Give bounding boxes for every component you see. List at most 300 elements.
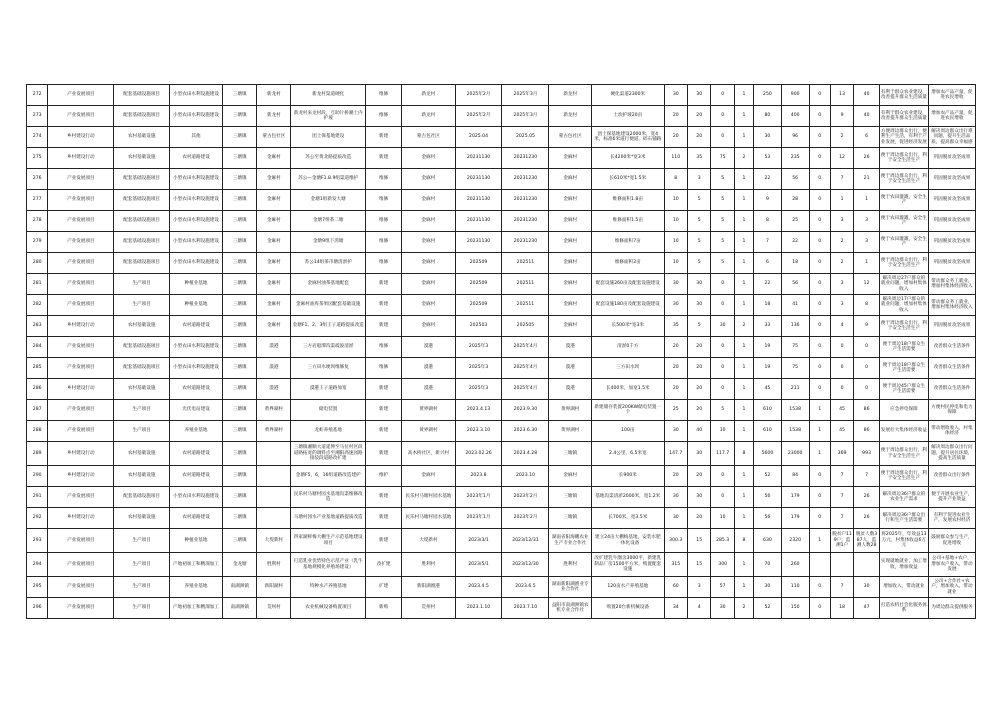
cell-project-category: 产业发展项目 xyxy=(48,106,114,127)
cell-village: 金麻村 xyxy=(257,169,291,190)
table-row xyxy=(27,442,976,466)
cell-serial-number: 294 xyxy=(27,553,48,577)
cell-project-type: 产地初加工和精深加工 xyxy=(169,553,222,577)
cell-end-date: 20231230 xyxy=(502,169,549,190)
cell-poverty-population: 18 xyxy=(830,598,853,619)
cell-serial-number: 279 xyxy=(27,232,48,253)
cell-poverty-population: 7 xyxy=(830,508,853,529)
cell-beneficiary-population: 235 xyxy=(781,148,809,169)
cell-village xyxy=(257,487,291,508)
cell-construction-content: 长900米 xyxy=(592,466,665,487)
cell-beneficiary-households: 80 xyxy=(754,106,782,127)
cell-beneficiary-villages: 1 xyxy=(734,169,753,190)
cell-project-type: 农村道路建设 xyxy=(169,466,222,487)
cell-village: 金麻村 xyxy=(257,190,291,211)
cell-benefit-mechanism: 解决周边27户群众的就业问题，增加村集体收入 xyxy=(879,274,928,295)
cell-poverty-households: 0 xyxy=(809,379,830,400)
table-row xyxy=(27,337,976,358)
cell-beneficiary-villages: 1 xyxy=(734,466,753,487)
cell-central-funds: 30 xyxy=(687,274,710,295)
cell-total-investment: 25 xyxy=(664,400,687,421)
cell-village: 金麻村 xyxy=(257,253,291,274)
cell-other-funds: 0 xyxy=(711,274,734,295)
cell-township: 三塘镇 xyxy=(223,466,257,487)
table-row xyxy=(27,232,976,253)
cell-start-date: 202509 xyxy=(455,295,502,316)
cell-project-type: 农村道路建设 xyxy=(169,379,222,400)
cell-township: 三塘镇 xyxy=(223,106,257,127)
cell-central-funds: 20 xyxy=(687,508,710,529)
cell-expected-outcome: 为周边群众提供服务 xyxy=(928,598,975,619)
cell-poverty-population: 脱贫户119户，监测1户 xyxy=(830,529,853,553)
cell-total-investment: 30 xyxy=(664,85,687,106)
cell-poverty-people xyxy=(854,553,880,577)
cell-project-subcategory: 配套基础设施项目 xyxy=(114,253,169,274)
cell-central-funds: 20 xyxy=(687,379,710,400)
cell-central-funds: 3 xyxy=(687,577,710,598)
cell-project-subcategory: 配套基础设施项目 xyxy=(114,169,169,190)
cell-construction-content: 三方田水坝 xyxy=(592,358,665,379)
cell-beneficiary-households: 9 xyxy=(754,190,782,211)
cell-implementing-entity: 金麻村 xyxy=(549,190,592,211)
cell-beneficiary-households: 5600 xyxy=(754,442,782,466)
table-row xyxy=(27,508,976,529)
cell-end-date: 2023.6.30 xyxy=(502,421,549,442)
cell-end-date: 2023.7.10 xyxy=(502,598,549,619)
cell-implementing-entity: 胜利村 xyxy=(549,553,592,577)
cell-poverty-people: 3 xyxy=(854,232,880,253)
cell-project-category: 产业发展项目 xyxy=(48,487,114,508)
cell-other-funds: 0 xyxy=(711,358,734,379)
cell-total-investment: 30 xyxy=(664,421,687,442)
table-row xyxy=(27,379,976,400)
cell-beneficiary-villages: 1 xyxy=(734,253,753,274)
cell-end-date: 202511 xyxy=(502,295,549,316)
cell-poverty-households: 0 xyxy=(809,127,830,148)
cell-beneficiary-population: 75 xyxy=(781,358,809,379)
cell-project-name: 三方岩船潭沟渠疏浚清淤 xyxy=(291,337,366,358)
cell-beneficiary-population: 400 xyxy=(781,106,809,127)
cell-location: 金麻村 xyxy=(402,190,455,211)
cell-start-date: 2023年1月 xyxy=(455,508,502,529)
table-row xyxy=(27,598,976,619)
cell-poverty-people: 26 xyxy=(854,487,880,508)
cell-end-date: 202505 xyxy=(502,316,549,337)
cell-central-funds: 30 xyxy=(687,85,710,106)
cell-poverty-population: 1 xyxy=(830,190,853,211)
cell-beneficiary-villages: 1 xyxy=(734,190,753,211)
cell-central-funds: 20 xyxy=(687,466,710,487)
cell-other-funds: 0 xyxy=(711,106,734,127)
cell-benefit-mechanism: 解决周边36户群众出行和生产生活需要 xyxy=(879,508,928,529)
cell-expected-outcome: 公司+基地+农户，增加农户收入，带动发展 xyxy=(928,553,975,577)
cell-total-investment: 20 xyxy=(664,466,687,487)
cell-project-name: 金麻村油库茶果园配套基础设施 xyxy=(291,295,366,316)
cell-project-category: 产业发展项目 xyxy=(48,400,114,421)
cell-expected-outcome: 有利于促进农业生产，发展农村经济 xyxy=(928,508,975,529)
cell-township: 三塘镇 xyxy=(223,442,257,466)
cell-start-date: 202503 xyxy=(455,316,502,337)
cell-poverty-population: 9 xyxy=(830,106,853,127)
cell-village: 金麻村 xyxy=(257,148,291,169)
cell-benefit-mechanism: 有利于群众农业建设，改善提升群众生活质量 xyxy=(879,106,928,127)
cell-project-name: 金塘F1、2、3组王子道路提质改造 xyxy=(291,316,366,337)
cell-township: 三塘镇 xyxy=(223,358,257,379)
cell-project-name: 漠港王子道路加宽 xyxy=(291,379,366,400)
cell-beneficiary-villages: 1 xyxy=(734,85,753,106)
cell-serial-number: 285 xyxy=(27,358,48,379)
cell-township: 南湖洲镇 xyxy=(223,577,257,598)
cell-implementing-entity: 湖南新阳湖渔业专业合作社 xyxy=(549,577,592,598)
cell-benefit-mechanism: 便于农田灌溉，安全生产 xyxy=(879,211,928,232)
cell-construction-content: 2.4公里，6.5米宽 xyxy=(592,442,665,466)
cell-poverty-households: 0 xyxy=(809,295,830,316)
cell-project-type: 小型农田水利设施建设 xyxy=(169,253,222,274)
cell-benefit-mechanism: 实现就地就业，加工增收，增加收益 xyxy=(879,553,928,577)
cell-project-name: 马塘村园水产业基地道路提质改造 xyxy=(291,508,366,529)
cell-beneficiary-villages: 8 xyxy=(734,442,753,466)
cell-benefit-mechanism: 增加收入，带动就业 xyxy=(879,577,928,598)
cell-project-name: 金塘7组茶二塘 xyxy=(291,211,366,232)
cell-implementing-entity: 益阳市南湖洲镇农机专业合作社 xyxy=(549,598,592,619)
cell-poverty-people: 86 xyxy=(854,421,880,442)
cell-construction-type: 维修 xyxy=(366,358,402,379)
cell-construction-type: 新建 xyxy=(366,127,402,148)
cell-end-date: 2023/12/31 xyxy=(502,529,549,553)
cell-end-date: 2023.6.5 xyxy=(502,577,549,598)
cell-total-investment: 10 xyxy=(664,211,687,232)
cell-project-name: 民乐村马塘村园水基地沟渠维修改造 xyxy=(291,487,366,508)
cell-total-investment: 10 xyxy=(664,232,687,253)
cell-other-funds: 30 xyxy=(711,598,734,619)
cell-beneficiary-population: 136 xyxy=(781,316,809,337)
cell-construction-type: 扩建 xyxy=(366,577,402,598)
cell-implementing-entity: 新龙村 xyxy=(549,106,592,127)
cell-township: 三塘镇 xyxy=(223,169,257,190)
cell-project-subcategory: 农村基础设施 xyxy=(114,379,169,400)
cell-village: 金麻村 xyxy=(257,295,291,316)
cell-beneficiary-population: 1538 xyxy=(781,421,809,442)
cell-project-type: 小型农田水利设施建设 xyxy=(169,190,222,211)
cell-serial-number: 287 xyxy=(27,400,48,421)
cell-expected-outcome: 巩固脱贫攻坚成果 xyxy=(928,316,975,337)
cell-central-funds: 20 xyxy=(687,127,710,148)
cell-construction-content: 长400米，加宽1.5米 xyxy=(592,379,665,400)
cell-serial-number: 292 xyxy=(27,508,48,529)
cell-serial-number: 288 xyxy=(27,421,48,442)
cell-expected-outcome: 增加农产品产量，促进农民增收 xyxy=(928,85,975,106)
cell-construction-type: 维修 xyxy=(366,106,402,127)
cell-poverty-population: 7 xyxy=(830,169,853,190)
cell-project-category: 产业发展项目 xyxy=(48,553,114,577)
cell-central-funds: 30 xyxy=(687,442,710,466)
cell-poverty-population: 2 xyxy=(830,253,853,274)
cell-project-category: 乡村建设行动 xyxy=(48,466,114,487)
cell-village: 漠港 xyxy=(257,337,291,358)
cell-beneficiary-population: 75 xyxy=(781,337,809,358)
cell-location: 金麻村 xyxy=(402,295,455,316)
cell-poverty-population: 0 xyxy=(830,337,853,358)
cell-end-date: 202511 xyxy=(502,253,549,274)
cell-construction-type: 新建 xyxy=(366,316,402,337)
cell-benefit-mechanism: 解决周边36户群众的农业生产需求 xyxy=(879,487,928,508)
cell-expected-outcome: 解决周边群众出行问题，提升居住环境，提高生活质量 xyxy=(928,442,975,466)
cell-implementing-entity: 三塘镇 xyxy=(549,508,592,529)
cell-location: 金麻村 xyxy=(402,169,455,190)
cell-implementing-entity: 新龙村 xyxy=(549,85,592,106)
cell-start-date: 2023.8 xyxy=(455,466,502,487)
cell-construction-type: 新建 xyxy=(366,274,402,295)
cell-beneficiary-households: 19 xyxy=(754,337,782,358)
cell-total-investment: 20 xyxy=(664,106,687,127)
cell-location: 民乐村马塘村园水基地 xyxy=(402,487,455,508)
cell-beneficiary-villages: 1 xyxy=(734,421,753,442)
cell-poverty-households: 0 xyxy=(809,190,830,211)
cell-expected-outcome: 改善群众生活条件 xyxy=(928,379,975,400)
cell-township: 三塘镇 xyxy=(223,253,257,274)
cell-beneficiary-population: 25 xyxy=(781,211,809,232)
cell-poverty-population: 45 xyxy=(830,421,853,442)
cell-start-date: 2025年3 xyxy=(455,337,502,358)
table-row xyxy=(27,274,976,295)
table-row xyxy=(27,295,976,316)
cell-poverty-population: 3 xyxy=(830,274,853,295)
cell-total-investment: 10 xyxy=(664,253,687,274)
cell-project-type: 小型农田水利设施建设 xyxy=(169,169,222,190)
cell-village: 新阳湖村 xyxy=(257,577,291,598)
cell-benefit-mechanism: 便于周边群众出行，利于安全生活生产 xyxy=(879,316,928,337)
cell-beneficiary-households: 56 xyxy=(754,487,782,508)
cell-poverty-households: 0 xyxy=(809,148,830,169)
cell-township: 三塘镇 xyxy=(223,487,257,508)
cell-central-funds: 20 xyxy=(687,400,710,421)
cell-beneficiary-population: 28 xyxy=(781,190,809,211)
cell-project-subcategory: 生产项目 xyxy=(114,529,169,553)
cell-other-funds: 5 xyxy=(711,232,734,253)
cell-project-name: 打造乳业优势特色示范产业（乳牛基地规模化养殖场建设） xyxy=(291,553,366,577)
cell-location: 金麻村 xyxy=(402,211,455,232)
cell-beneficiary-villages: 1 xyxy=(734,127,753,148)
cell-location: 民乐村马塘村园水基地 xyxy=(402,508,455,529)
cell-benefit-mechanism: 便于周边群众出行，利于安全生活生产 xyxy=(879,466,928,487)
cell-location: 蒙古包社区 xyxy=(402,127,455,148)
cell-construction-content: 长700米，宽3.5米 xyxy=(592,508,665,529)
cell-implementing-entity: 湖南省阳海鹏农业生产专业合作社 xyxy=(549,529,592,553)
cell-other-funds: 75 xyxy=(711,148,734,169)
cell-expected-outcome: 改善群众出行条件 xyxy=(928,466,975,487)
cell-location: 漠港 xyxy=(402,337,455,358)
table-row xyxy=(27,169,976,190)
cell-project-name: 三塘镇湘顺大道延伸至马位村区段道路拓宽的调料点至湘阳高速园路接驳段道路改扩建 xyxy=(291,442,366,466)
cell-construction-type: 维修 xyxy=(366,253,402,274)
cell-poverty-people: 86 xyxy=(854,400,880,421)
cell-benefit-mechanism: 打造农机社会化服务体系 xyxy=(879,598,928,619)
cell-benefit-mechanism: 解决周边17户群众的就业问题，增加村集体收入 xyxy=(879,295,928,316)
table-row xyxy=(27,487,976,508)
cell-beneficiary-population: 56 xyxy=(781,274,809,295)
cell-construction-type: 新建 xyxy=(366,529,402,553)
cell-project-type: 小型农田水利设施建设 xyxy=(169,211,222,232)
cell-project-subcategory: 生产项目 xyxy=(114,553,169,577)
cell-project-subcategory: 生产项目 xyxy=(114,421,169,442)
cell-start-date: 20231130 xyxy=(455,148,502,169)
cell-project-subcategory: 生产项目 xyxy=(114,577,169,598)
cell-construction-content: 新建储存装置200KW储电装置一个 xyxy=(592,400,665,421)
cell-poverty-households: 0 xyxy=(809,358,830,379)
project-table xyxy=(26,84,976,619)
cell-construction-content: 改扩建乳牛圈舍3000平，新建乳制品厂房1500平方米，购置配套设施 xyxy=(592,553,665,577)
cell-other-funds: 5 xyxy=(711,400,734,421)
cell-location: 漠港 xyxy=(402,379,455,400)
cell-beneficiary-population: 96 xyxy=(781,127,809,148)
cell-beneficiary-households: 30 xyxy=(754,577,782,598)
cell-serial-number: 295 xyxy=(27,577,48,598)
cell-village: 黄界湖村 xyxy=(257,421,291,442)
cell-beneficiary-villages: 1 xyxy=(734,508,753,529)
cell-poverty-people: 脱贫人数387人，监测人数28 xyxy=(854,529,880,553)
cell-construction-content: 120亩水产养殖基地 xyxy=(592,577,665,598)
cell-project-category: 产业发展项目 xyxy=(48,337,114,358)
cell-construction-content: 长610米*宽1.5米 xyxy=(592,169,665,190)
cell-village: 漠港 xyxy=(257,358,291,379)
cell-serial-number: 273 xyxy=(27,106,48,127)
cell-project-type: 小型农田水利设施建设 xyxy=(169,106,222,127)
cell-implementing-entity: 漠港 xyxy=(549,379,592,400)
cell-central-funds: 35 xyxy=(687,148,710,169)
cell-poverty-people: 8 xyxy=(854,295,880,316)
cell-serial-number: 282 xyxy=(27,295,48,316)
cell-project-type: 养殖业基地 xyxy=(169,577,222,598)
cell-other-funds: 0 xyxy=(711,487,734,508)
cell-beneficiary-population: 22 xyxy=(781,232,809,253)
cell-township: 三塘镇 xyxy=(223,379,257,400)
cell-project-category: 产业发展项目 xyxy=(48,577,114,598)
cell-poverty-population xyxy=(830,553,853,577)
cell-total-investment: 315 xyxy=(664,553,687,577)
cell-poverty-people: 7 xyxy=(854,466,880,487)
cell-beneficiary-villages: 1 xyxy=(734,211,753,232)
cell-total-investment: 300.3 xyxy=(664,529,687,553)
cell-poverty-population: 13 xyxy=(830,85,853,106)
cell-village: 金麻村 xyxy=(257,274,291,295)
cell-expected-outcome: 增加农产品产量，促进农民增收 xyxy=(928,106,975,127)
cell-project-subcategory: 配套基础设施项目 xyxy=(114,106,169,127)
cell-construction-content: 100亩 xyxy=(592,421,665,442)
cell-township: 三塘镇 xyxy=(223,232,257,253)
cell-township: 三塘镇 xyxy=(223,274,257,295)
cell-expected-outcome: 带动增收收入，村集体经济 xyxy=(928,421,975,442)
cell-poverty-population: 0 xyxy=(830,379,853,400)
cell-serial-number: 281 xyxy=(27,274,48,295)
cell-central-funds: 5 xyxy=(687,211,710,232)
cell-village xyxy=(257,466,291,487)
cell-benefit-mechanism: 便于周边群众出行，利于安全生活生产 xyxy=(879,169,928,190)
cell-project-name: 苏公至黄北路提质改造 xyxy=(291,148,366,169)
cell-construction-content: 基地沟渠清淤2000米，宽1.2米 xyxy=(592,487,665,508)
cell-project-category: 产业发展项目 xyxy=(48,529,114,553)
cell-project-category: 乡村建设行动 xyxy=(48,127,114,148)
cell-construction-type: 维修 xyxy=(366,211,402,232)
cell-other-funds: 30 xyxy=(711,316,734,337)
cell-beneficiary-villages: 1 xyxy=(734,106,753,127)
cell-central-funds: 15 xyxy=(687,553,710,577)
table-row xyxy=(27,358,976,379)
cell-start-date: 2025.04 xyxy=(455,127,502,148)
cell-project-subcategory: 生产项目 xyxy=(114,400,169,421)
cell-beneficiary-households: 70 xyxy=(754,553,782,577)
cell-location: 高木桥社区，新兴村 xyxy=(402,442,455,466)
cell-project-subcategory: 配套基础设施项目 xyxy=(114,337,169,358)
cell-total-investment: 110 xyxy=(664,148,687,169)
cell-project-type: 小型农田水利设施建设 xyxy=(169,487,222,508)
table-row xyxy=(27,127,976,148)
cell-poverty-people: 26 xyxy=(854,508,880,529)
cell-poverty-people: 1 xyxy=(854,253,880,274)
cell-construction-type: 新购 xyxy=(366,598,402,619)
cell-poverty-people: 0 xyxy=(854,358,880,379)
cell-implementing-entity: 金麻村 xyxy=(549,211,592,232)
cell-poverty-people: 47 xyxy=(854,598,880,619)
cell-implementing-entity: 三塘镇 xyxy=(549,487,592,508)
cell-beneficiary-households: 56 xyxy=(754,508,782,529)
cell-township: 三塘镇 xyxy=(223,127,257,148)
cell-village xyxy=(257,442,291,466)
cell-expected-outcome: 方便村民停电和电力保障 xyxy=(928,400,975,421)
cell-project-type: 农村道路建设 xyxy=(169,148,222,169)
cell-beneficiary-households: 18 xyxy=(754,295,782,316)
cell-beneficiary-population: 211 xyxy=(781,379,809,400)
cell-project-name: 新龙村来龙村段，互助片桥潮土内护坡 xyxy=(291,106,366,127)
cell-expected-outcome: 解决周边群众出行难问题，提升生活品质，提高群众幸福感 xyxy=(928,127,975,148)
cell-project-subcategory: 农村基础设施 xyxy=(114,316,169,337)
cell-other-funds: 285.3 xyxy=(711,529,734,553)
cell-benefit-mechanism: 应急停电保障 xyxy=(879,400,928,421)
cell-other-funds: 0 xyxy=(711,85,734,106)
cell-poverty-households: 0 xyxy=(809,85,830,106)
cell-project-subcategory: 生产项目 xyxy=(114,274,169,295)
cell-implementing-entity: 金麻村 xyxy=(549,295,592,316)
cell-beneficiary-population: 18 xyxy=(781,253,809,274)
cell-other-funds: 5 xyxy=(711,169,734,190)
cell-implementing-entity: 金麻村 xyxy=(549,253,592,274)
cell-project-subcategory: 农村基础设施 xyxy=(114,127,169,148)
cell-benefit-mechanism: 便于周边群众出行，利于安全生活生产 xyxy=(879,442,928,466)
cell-implementing-entity: 黄界湖村 xyxy=(549,421,592,442)
cell-total-investment: 30 xyxy=(664,295,687,316)
cell-construction-type: 维护 xyxy=(366,466,402,487)
cell-poverty-population: 4 xyxy=(830,316,853,337)
cell-poverty-population: 3 xyxy=(830,295,853,316)
cell-poverty-people: 26 xyxy=(854,148,880,169)
cell-project-type: 产地初加工和精深加工 xyxy=(169,598,222,619)
table-row xyxy=(27,253,976,274)
cell-expected-outcome: 改善群众生活条件 xyxy=(928,358,975,379)
table-row xyxy=(27,577,976,598)
cell-beneficiary-households: 52 xyxy=(754,466,782,487)
cell-construction-type: 维修 xyxy=(366,169,402,190)
cell-construction-type: 新建 xyxy=(366,442,402,466)
cell-implementing-entity: 金麻村 xyxy=(549,316,592,337)
cell-start-date: 2023.3.10 xyxy=(455,421,502,442)
cell-total-investment: 8 xyxy=(664,169,687,190)
cell-project-name: 农业机械设备购置项目 xyxy=(291,598,366,619)
cell-village: 漠港 xyxy=(257,379,291,400)
cell-construction-content: 维修面积7亩 xyxy=(592,232,665,253)
cell-township: 南湖洲镇 xyxy=(223,598,257,619)
cell-construction-content: 硬化渠道2300米 xyxy=(592,85,665,106)
cell-project-type: 种植业基地 xyxy=(169,295,222,316)
cell-serial-number: 286 xyxy=(27,379,48,400)
